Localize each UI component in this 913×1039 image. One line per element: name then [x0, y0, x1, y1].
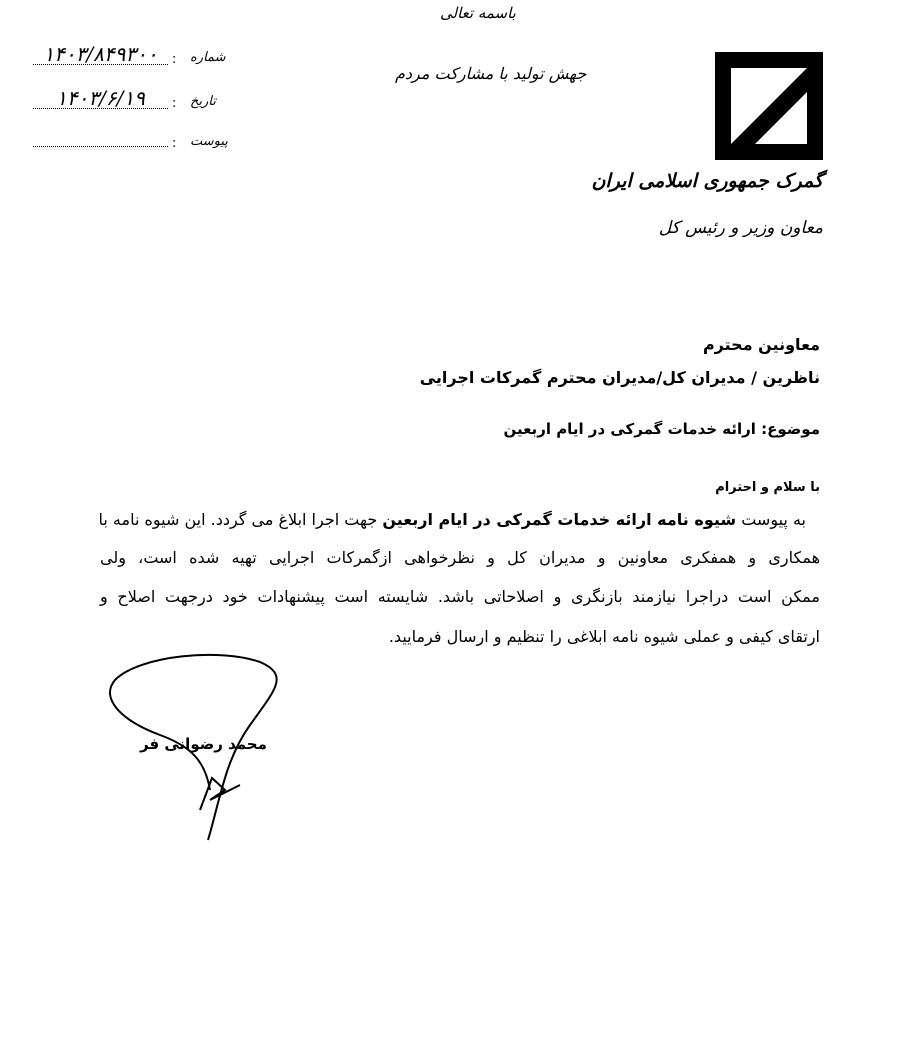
- organization-unit: معاون وزیر و رئیس کل: [658, 218, 823, 238]
- organization-name: گمرک جمهوری اسلامی ایران: [591, 170, 823, 192]
- letter-date-label: تاریخ: [190, 94, 216, 109]
- letter-number-value: ۱۴۰۳/۸۴۹۳۰۰: [33, 44, 168, 65]
- signer-name: محمد رضوانی فر: [140, 735, 267, 753]
- body-line-1: [100, 510, 820, 529]
- body-line-2: همکاری و همفکری معاونین و مدیران کل و نظرخواهی ازگمرکات اجرایی تهیه شده است، ولی: [100, 548, 820, 567]
- body-line-4: ارتقای کیفی و عملی شیوه نامه ابلاغی را تنظیم و ارسال فرمایید.: [388, 627, 820, 646]
- subject: موضوع: ارائه خدمات گمرکی در ایام اربعین: [503, 420, 820, 438]
- attachment-value: [33, 126, 168, 147]
- colon: :: [172, 52, 177, 67]
- body-text: جهت اجرا ابلاغ می گردد. این شیوه نامه با: [98, 510, 383, 529]
- customs-logo-icon: [715, 52, 823, 160]
- colon: :: [172, 96, 177, 111]
- salutation: با سلام و احترام: [715, 480, 820, 495]
- body-line-3: ممکن است دراجرا نیازمند بازنگری و اصلاحاتی باشد. شایسته است پیشنهادات خود درجهت اصلاح و: [100, 587, 820, 606]
- invocation: باسمه تعالی: [440, 4, 516, 22]
- letter-date-value: ۱۴۰۳/۶/۱۹: [33, 88, 168, 109]
- slogan: جهش تولید با مشارکت مردم: [395, 64, 587, 83]
- recipients-line-1: معاونین محترم: [702, 335, 820, 354]
- letter-number-label: شماره: [190, 50, 226, 65]
- recipients-line-2: ناظرین / مدیران کل/مدیران محترم گمرکات اجرایی: [419, 368, 820, 387]
- colon: :: [172, 136, 177, 151]
- attachment-title: شیوه نامه ارائه خدمات گمرکی در ایام اربعین: [382, 510, 737, 529]
- attachment-label: پیوست: [190, 134, 228, 149]
- body-text: به پیوست: [736, 510, 806, 529]
